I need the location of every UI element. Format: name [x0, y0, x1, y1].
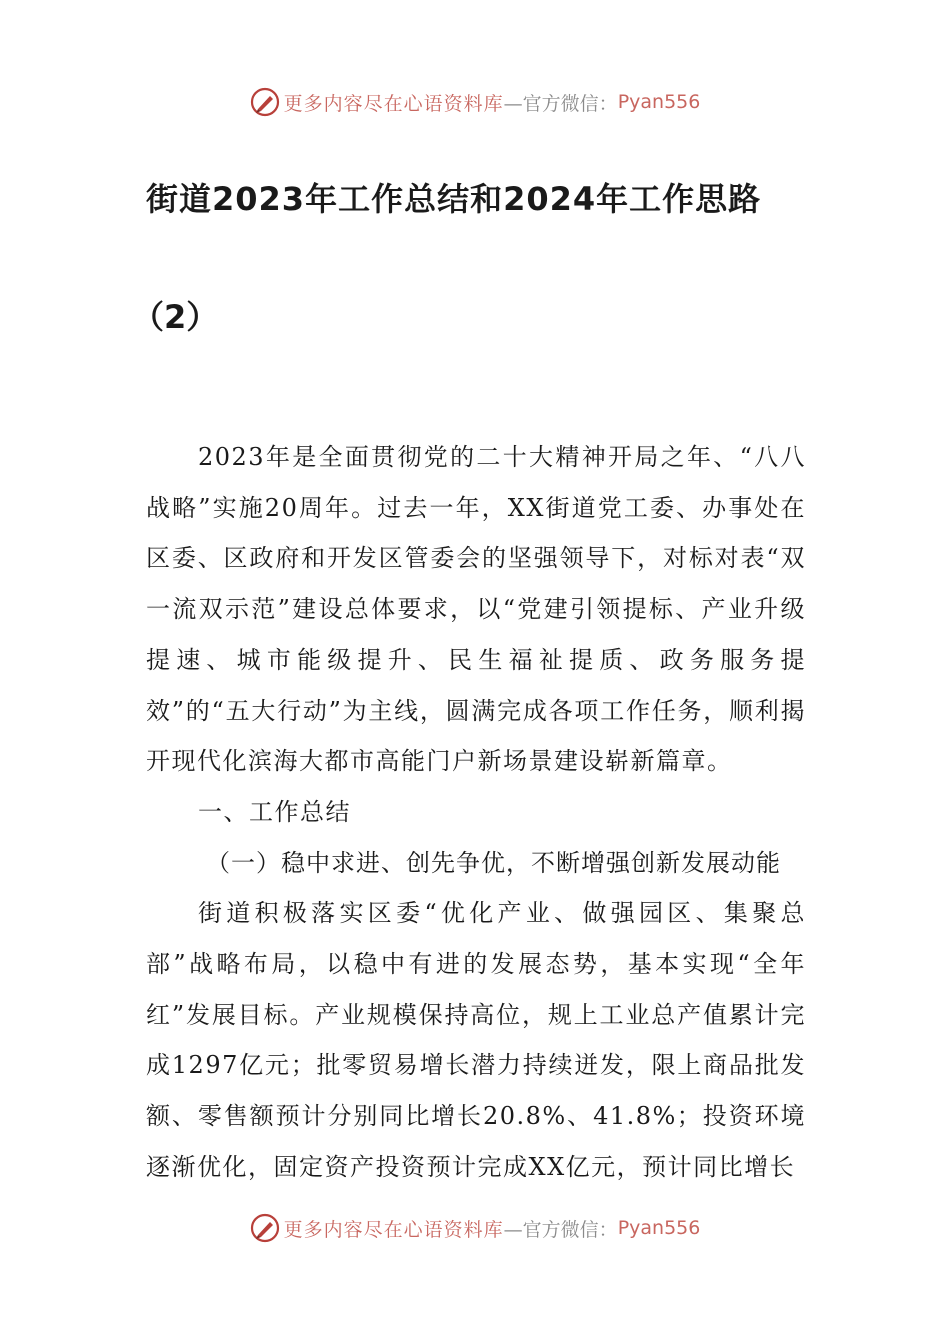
document-body [146, 432, 806, 1193]
document-title: 街道2023年工作总结和2024年工作思路 [146, 180, 762, 218]
body-paragraph: 街道积极落实区委“优化产业、做强园区、集聚总部”战略布局，以稳中有进的发展态势，基本实现“全年红”发展目标。产业规模保持高位，规上工业总产值累计完成1297亿元；批零贸易增长潜力持续迸发，限上商品批发额、零售额预计分别同比增长20.8%、41.8%；投资环境逐渐优化，固定资产投资预计完成XX亿元，预计同比增长 [146, 899, 806, 1181]
watermark-banner-bottom [0, 1208, 950, 1248]
intro-paragraph: 2023年是全面贯彻党的二十大精神开局之年、“八八战略”实施20周年。过去一年，XX街道党工委、办事处在区委、区政府和开发区管委会的坚强领导下，对标对表“双一流双示范”建设总体要求，以“党建引领提标、产业升级提速、城市能级提升、民生福祉提质、政务服务提效”的“五大行动”为主线，圆满完成各项工作任务，顺利揭开现代化滨海大都市高能门户新场景建设崭新篇章。 [146, 443, 806, 776]
watermark-text: 更多内容尽在心语资料库 [283, 92, 504, 115]
document-subtitle: （2） [132, 298, 219, 336]
watermark-wechat-id: Pyan556 [617, 1217, 701, 1239]
pen-logo-icon [250, 87, 280, 117]
watermark-banner-top [0, 82, 950, 122]
watermark-separator: —官方微信： [503, 1218, 618, 1241]
watermark-separator: —官方微信： [503, 92, 618, 115]
watermark-text: 更多内容尽在心语资料库 [283, 1218, 504, 1241]
watermark-wechat-id: Pyan556 [617, 91, 701, 113]
section-heading: 一、工作总结 [198, 797, 351, 826]
pen-logo-icon [250, 1213, 280, 1243]
subsection-heading: （一）稳中求进、创先争优，不断增强创新发展动能 [206, 848, 781, 877]
